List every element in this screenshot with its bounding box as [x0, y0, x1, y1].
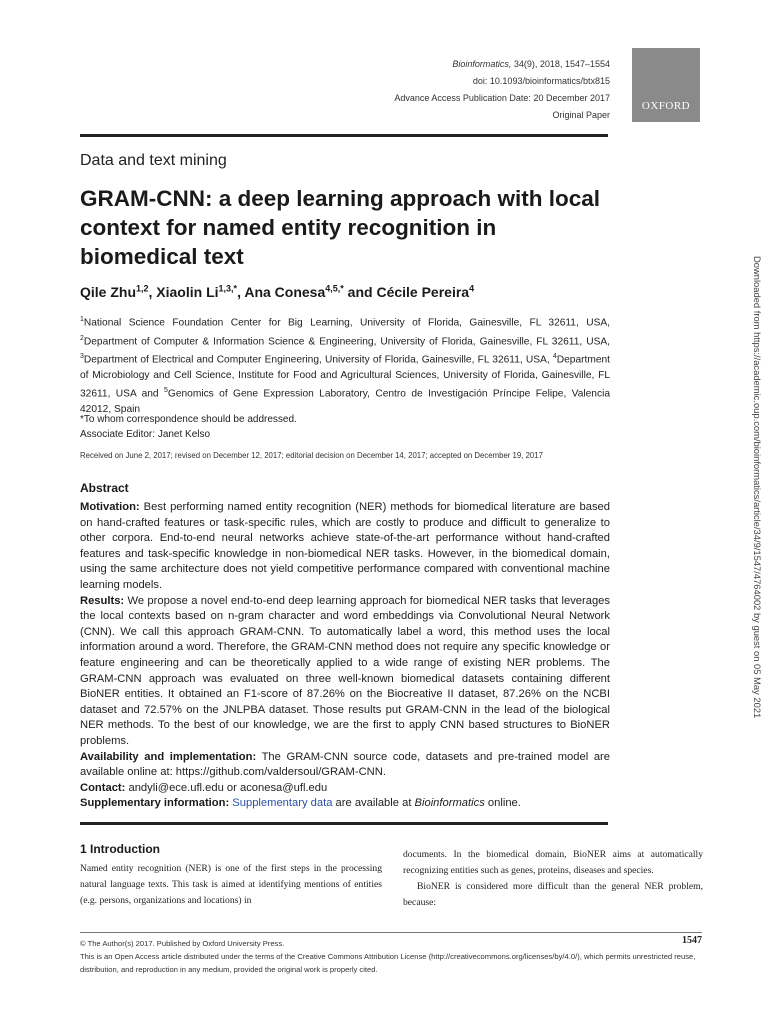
- abstract-results: Results: We propose a novel end-to-end deep learning approach for biomedical NER tasks that leverages the local contexts based on n-gram character and word embeddings via Convolutional Neural Network (CNN). We call this approach GRAM-CNN. To automatically label a word, this method uses the local information around a word. Therefore, the GRAM-CNN method does not require any specific knowledge or feature engineering and can be theoretically applied to a wide range of existing NER problems. The GRAM-CNN approach was evaluated on three well-known biomedical datasets containing different BioNER entities. It obtained an F1-score of 87.26% on the Biocreative II dataset, 87.26% on the NCBI dataset and 72.57% on the JNLPBA dataset. Those results put GRAM-CNN in the lead of the biological NER methods. To the best of our knowledge, we are the first to apply CNN based structures to BioNER problems.: [80, 594, 610, 747]
- author: Ana Conesa$^{4,5,*}$ and: [244, 283, 377, 300]
- abstract-body: [80, 500, 610, 812]
- citation: 34(9), 2018, 1547–1554: [511, 59, 610, 69]
- copyright-line: © The Author(s) 2017. Published by Oxford University Press.: [80, 939, 285, 948]
- affiliation: Department of Computer & Information Science & Engineering, University of Florida, Gainesville, FL 32611, USA,: [83, 335, 610, 347]
- associate-editor: Associate Editor: Janet Kelso: [80, 429, 211, 440]
- affiliation: Department of Microbiology and Cell Science, Institute for Food and Agricultural Sciences, University of Florida, Gainesville, FL 32611, USA and: [80, 354, 610, 400]
- article-type: Original Paper: [552, 110, 610, 120]
- abstract-availability: Availability and implementation: The GRAM-CNN source code, datasets and pre-trained model are available online at: https://github.com/valdersoul/GRAM-CNN.: [80, 750, 610, 779]
- footer-rule: [80, 932, 702, 933]
- abstract-contact: Contact: andyli@ece.ufl.edu or aconesa@ufl.edu: [80, 781, 328, 794]
- page-number: 1547: [682, 935, 702, 946]
- intro-paragraph: documents. In the biomedical domain, BioNER aims at automatically recognizing entities such as genes, proteins, diseases and species.: [403, 849, 703, 876]
- abstract-motivation: Motivation: Best performing named entity recognition (NER) methods for biomedical literature are based on hand-crafted features or task-specific rules, which are costly to produce and difficult to generalize to other corpora. End-to-end neural networks achieve state-of-the-art performance without hand-crafted features and task-specific knowledge in non-biomedical NER tasks. However, in the biomedical domain, using the same architecture does not yield competitive performance compared with conventional machine learning models.: [80, 501, 610, 591]
- section-label: Data and text mining: [80, 152, 227, 169]
- author: Qile Zhu$^{1,2}$,: [80, 283, 157, 300]
- author-list: [80, 283, 610, 300]
- citation-line: [290, 56, 610, 73]
- affiliation: Genomics of Gene Expression Laboratory, Centro de Investigación Príncipe Felipe, Valencia 42012, Spain: [80, 388, 611, 415]
- introduction-heading: 1 Introduction: [80, 842, 160, 856]
- download-side-note-text: Downloaded from https://academic.oup.com/bioinformatics/article/34/9/1547/4764002 by guest on 05 May 2021: [752, 256, 763, 719]
- publisher-logo-text: OXFORD: [641, 100, 691, 112]
- doi[interactable]: doi: 10.1093/bioinformatics/btx815: [472, 76, 610, 86]
- affiliation: National Science Foundation Center for Big Learning, University of Florida, Gainesville, FL 32611, USA,: [83, 317, 610, 329]
- abstract-heading: Abstract: [80, 481, 129, 495]
- affiliation: Department of Electrical and Computer Engineering, University of Florida, Gainesville, FL 32611, USA,: [83, 354, 553, 366]
- intro-column-left: Named entity recognition (NER) is one of the first steps in the processing natural language texts. This task is aimed at identifying mentions of entities (e.g. persons, organizations and locations) in: [80, 863, 382, 906]
- supplementary-data-link[interactable]: Supplementary data: [232, 797, 333, 810]
- header-rule: [80, 134, 608, 137]
- correspondence-note: *To whom correspondence should be addressed.: [80, 414, 297, 425]
- author: Cécile Pereira$^4$: [376, 283, 475, 300]
- footer-license: [80, 937, 702, 976]
- abstract-supplementary: Supplementary information: Supplementary data are available at Bioinformatics online.: [80, 797, 521, 810]
- download-side-note: [751, 256, 763, 719]
- received-dates: Received on June 2, 2017; revised on December 12, 2017; editorial decision on December 14, 2017; accepted on December 19, 2017: [80, 451, 543, 460]
- publisher-logo: [632, 48, 700, 122]
- advance-access-date: Advance Access Publication Date: 20 December 2017: [394, 93, 610, 103]
- author: Xiaolin $Li^{1,3,*}$,: [156, 283, 245, 300]
- intro-column-right: [403, 847, 703, 911]
- affiliations: $^1$National Science Foundation Center for Big Learning, University of Florida, Gainesville, FL 32611, USA, $^2$Department of Computer & Information Science & Engineering, University of Florida, Gainesville, FL 32611, USA, $^3$Department of Electrical and Computer Engineering, University of Florida, Gainesville, FL 32611, USA, $^4$Department of Microbiology and Cell Science, Institute for Food and Agricultural Sciences, University of Florida, Gainesville, FL 32611, USA and $^5$Genomics of Gene Expression Laboratory, Centro de Investigación Príncipe Felipe, Valencia 42012, Spain: [80, 316, 611, 415]
- article-meta: [290, 56, 610, 124]
- paper-title: GRAM-CNN: a deep learning approach with local context for named entity recognition in biomedical text: [80, 186, 601, 269]
- journal-name: Bioinformatics,: [452, 59, 512, 69]
- intro-paragraph: BioNER is considered more difficult than the general NER problem, because:: [403, 881, 703, 908]
- abstract-rule: [80, 822, 608, 825]
- correspondence-block: [80, 412, 297, 442]
- license-text: This is an Open Access article distributed under the terms of the Creative Commons Attribution License (http://creativecommons.org/licenses/by/4.0/), which permits unrestricted reuse, distribution, and reproduction in any medium, provided the original work is properly cited.: [80, 952, 696, 974]
